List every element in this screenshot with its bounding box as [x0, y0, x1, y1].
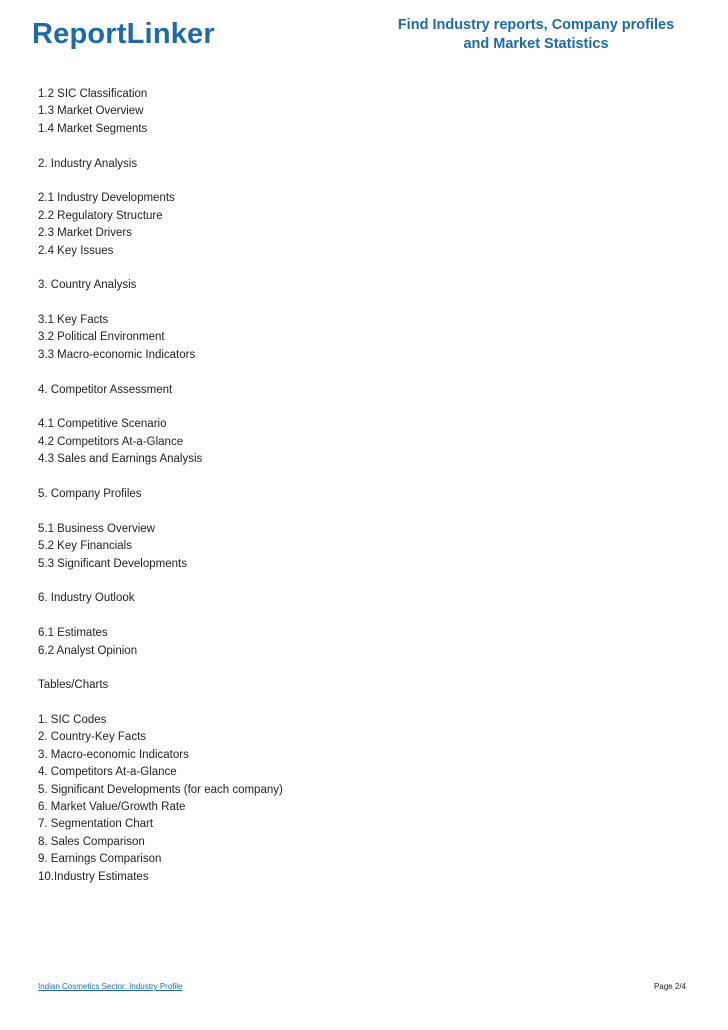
toc-entry: 1.2 SIC Classification	[38, 88, 148, 100]
page-footer	[38, 980, 686, 994]
header-tagline	[386, 16, 686, 54]
toc-entry: 6.2 Analyst Opinion	[38, 644, 138, 657]
toc-entry: 6.1 Estimates	[38, 627, 108, 640]
toc-entry: 7. Segmentation Chart	[38, 818, 154, 831]
toc-entry: 5. Company Profiles	[38, 487, 142, 500]
toc-entry: Tables/Charts	[38, 679, 109, 692]
toc-entry: 4. Competitor Assessment	[38, 383, 173, 396]
toc-entry: 1.4 Market Segments	[38, 122, 148, 135]
toc-entry: 4.3 Sales and Earnings Analysis	[38, 453, 203, 466]
toc-entry: 4. Competitors At-a-Glance	[38, 766, 177, 779]
toc-entry: 3. Country Analysis	[38, 279, 137, 292]
toc-entry: 2.3 Market Drivers	[38, 227, 132, 240]
toc-entry: 3.1 Key Facts	[38, 314, 109, 327]
toc-spacer	[38, 138, 638, 155]
toc-spacer	[38, 503, 638, 520]
toc-spacer	[38, 364, 638, 381]
toc-entry: 3. Macro-economic Indicators	[38, 748, 189, 761]
toc-spacer	[38, 469, 638, 486]
toc-entry: 1. SIC Codes	[38, 714, 107, 727]
toc-entry: 6. Market Value/Growth Rate	[38, 801, 186, 814]
toc-entry: 2. Country-Key Facts	[38, 731, 147, 744]
toc-entry: 2.1 Industry Developments	[38, 192, 175, 205]
toc-entry: 2.2 Regulatory Structure	[38, 209, 163, 222]
table-of-contents	[38, 86, 638, 886]
toc-entry: 5.3 Significant Developments	[38, 557, 187, 570]
toc-entry: 4.2 Competitors At-a-Glance	[38, 435, 184, 448]
toc-spacer	[38, 660, 638, 677]
toc-entry: 5. Significant Developments (for each company)	[38, 783, 283, 796]
toc-entry: 5.1 Business Overview	[38, 522, 155, 535]
tagline-line-2: and Market Statistics	[463, 36, 609, 52]
reportlinker-logo[interactable]: ReportLinker	[32, 18, 215, 50]
toc-spacer	[38, 295, 638, 312]
toc-entry: 2.4 Key Issues	[38, 244, 114, 257]
footer-document-link[interactable]: Indian Cosmetics Sector: Industry Profile	[38, 982, 183, 991]
toc-entry: 3.3 Macro-economic Indicators	[38, 348, 196, 361]
toc-spacer	[38, 399, 638, 416]
toc-entry: 8. Sales Comparison	[38, 835, 145, 848]
toc-entry: 5.2 Key Financials	[38, 540, 132, 553]
toc-spacer	[38, 695, 638, 712]
footer-page-number: Page 2/4	[653, 982, 686, 991]
toc-entry: 4.1 Competitive Scenario	[38, 418, 167, 431]
tagline-line-1: Find Industry reports, Company profiles	[397, 17, 675, 33]
toc-spacer	[38, 608, 638, 625]
toc-entry: 6. Industry Outlook	[38, 592, 135, 605]
toc-entry: 10.Industry Estimates	[38, 870, 149, 883]
toc-entry: 3.2 Political Environment	[38, 331, 165, 344]
toc-entry: 9. Earnings Comparison	[38, 853, 162, 866]
toc-entry: 2. Industry Analysis	[38, 157, 138, 170]
toc-spacer	[38, 573, 638, 590]
toc-spacer	[38, 173, 638, 190]
toc-spacer	[38, 260, 638, 277]
toc-entry: 1.3 Market Overview	[38, 105, 144, 118]
